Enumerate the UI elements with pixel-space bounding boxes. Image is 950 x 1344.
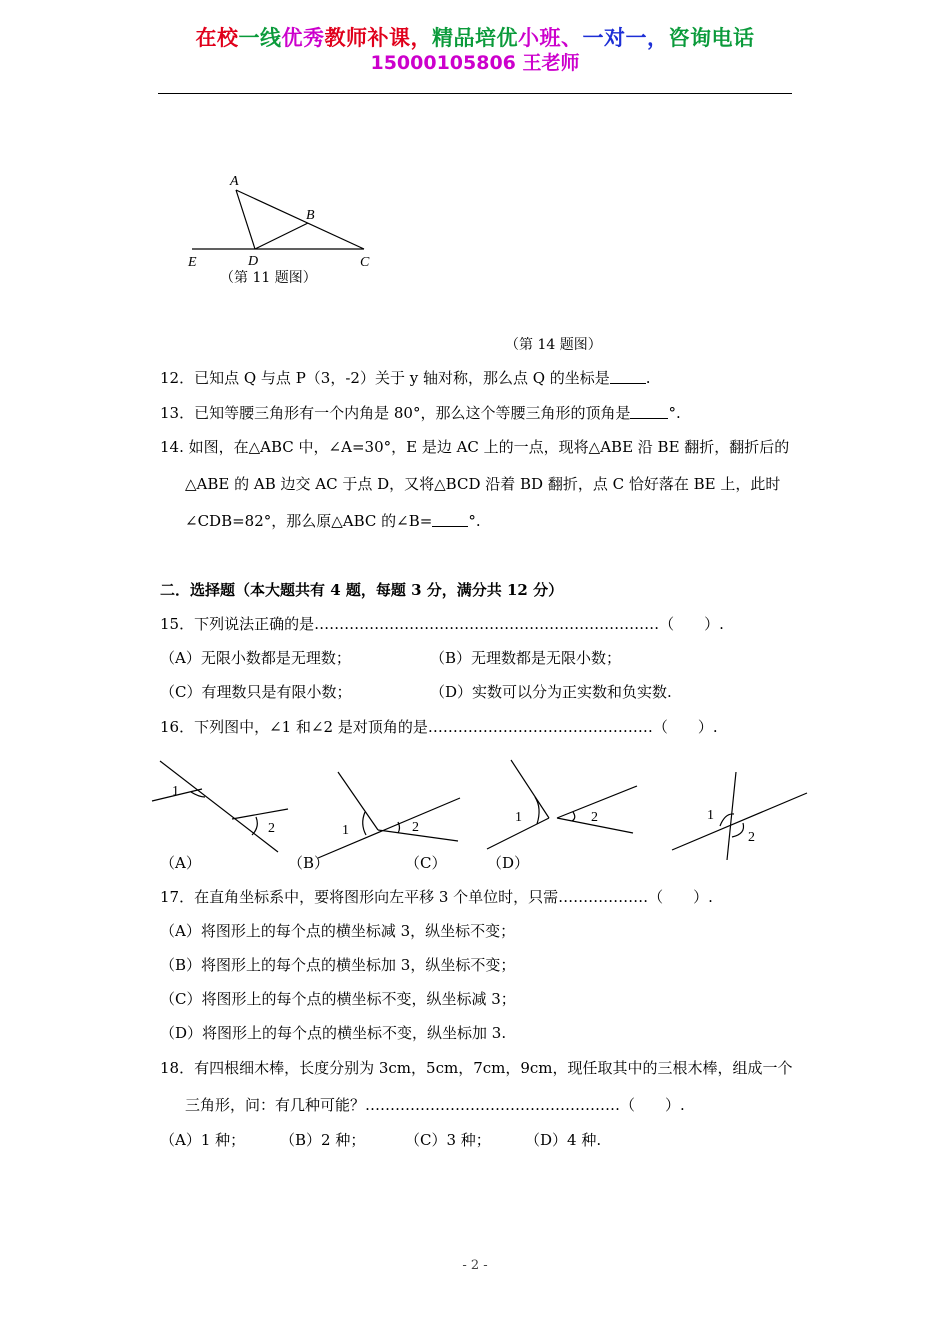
q17-option-b[interactable]: （B）将图形上的每个点的横坐标加 3，纵坐标不变； (160, 956, 516, 974)
figure-11 (180, 165, 380, 275)
fig14-caption: （第 14 题图） (505, 337, 602, 353)
label-a: A (230, 174, 239, 189)
header-phone: 15000105806 王老师 (370, 52, 580, 74)
label-c: C (360, 255, 370, 270)
header-seg-5: 精品培优 (432, 26, 518, 50)
q18-line2: 三角形，问：有几种可能？……………………………………………（ ）. (185, 1096, 685, 1114)
q14-line3: ∠CDB=82°，那么原△ABC 的∠B= (185, 512, 433, 530)
q16d-angle2-arc (732, 823, 744, 837)
header-seg-7: 一对一， (582, 26, 669, 50)
q16-figure-d (670, 770, 810, 862)
q16c-angle2-arc (572, 812, 575, 821)
fig11-caption: （第 11 题图） (220, 270, 317, 286)
q18-option-d[interactable]: （D）4 种. (525, 1131, 602, 1149)
line-ac (236, 190, 364, 249)
q16c-angle1-label: 1 (515, 810, 522, 825)
section-2-title: 二．选择题（本大题共有 4 题，每题 3 分，满分共 12 分） (160, 581, 564, 599)
q15-stem: 15．下列说法正确的是……………………………………………………………（ ）. (160, 615, 724, 633)
q15-option-b[interactable]: （B）无理数都是无限小数； (430, 649, 622, 667)
header-seg-2: 一线 (238, 26, 282, 50)
q16a-angle2-label: 2 (268, 821, 275, 836)
q12-answer-blank[interactable] (610, 369, 646, 384)
q16-figure-b (290, 768, 465, 863)
q18-option-c[interactable]: （C）3 种； (405, 1131, 491, 1149)
q14-end: °. (468, 512, 481, 530)
header-seg-3: 优秀 (281, 26, 325, 50)
q18-line1: 18．有四根细木棒，长度分别为 3cm，5cm，7cm，9cm，现任取其中的三根木棒，组成一个 (160, 1059, 793, 1077)
q17-stem: 17．在直角坐标系中，要将图形向左平移 3 个单位时，只需………………（ ）. (160, 888, 713, 906)
q13-end: °. (668, 404, 681, 422)
q18-option-b[interactable]: （B）2 种； (280, 1131, 366, 1149)
q18-option-a[interactable]: （A）1 种； (160, 1131, 246, 1149)
header-seg-6: 小班、 (518, 26, 583, 50)
q16d-angle1-label: 1 (707, 808, 714, 823)
q12-text: 已知点 Q 与点 P（3，-2）关于 y 轴对称，那么点 Q 的坐标是 (194, 369, 610, 387)
q16-option-c[interactable]: （C） (405, 854, 447, 872)
q16b-angle1-label: 1 (342, 823, 349, 838)
q16a-angle1-label: 1 (172, 784, 179, 799)
q13-answer-blank[interactable] (630, 404, 668, 419)
label-d: D (248, 254, 259, 269)
label-e: E (188, 255, 197, 270)
q16-figure-c (485, 758, 645, 853)
q15-option-c[interactable]: （C）有理数只是有限小数； (160, 683, 352, 701)
label-b: B (306, 208, 315, 223)
q14-line2: △ABE 的 AB 边交 AC 于点 D，又将△BCD 沿着 BD 翻折，点 C 恰好落在 BE 上，此时 (185, 475, 781, 493)
q14-answer-blank[interactable] (432, 512, 468, 527)
page-number: - 2 - (462, 1258, 488, 1273)
q16d-angle2-label: 2 (748, 830, 755, 845)
q16b-angle1-arc (363, 812, 366, 835)
header-seg-1: 在校 (195, 26, 239, 50)
q16-stem: 16．下列图中，∠1 和∠2 是对顶角的是………………………………………（ ）. (160, 718, 718, 736)
q17-option-a[interactable]: （A）将图形上的每个点的横坐标减 3，纵坐标不变； (160, 922, 516, 940)
q14-number: 14. (160, 438, 184, 456)
q16-option-a[interactable]: （A） (160, 854, 201, 872)
q16-option-b[interactable]: （B） (288, 854, 330, 872)
q16-option-d[interactable]: （D） (487, 854, 530, 872)
q15-option-a[interactable]: （A）无限小数都是无理数； (160, 649, 351, 667)
q12-end: . (645, 369, 651, 387)
q16-figure-a (150, 755, 290, 855)
q14-line1: 如图，在△ABC 中，∠A=30°，E 是边 AC 上的一点，现将△ABE 沿 BE 翻折，翻折后的 (188, 438, 790, 456)
line-ad (236, 190, 255, 249)
header-seg-4: 教师补课， (324, 26, 432, 50)
q13-number: 13． (160, 404, 195, 422)
q17-option-c[interactable]: （C）将图形上的每个点的横坐标不变，纵坐标减 3； (160, 990, 516, 1008)
q13-text: 已知等腰三角形有一个内角是 80°，那么这个等腰三角形的顶角是 (194, 404, 631, 422)
q14-line3-wrap (185, 511, 481, 531)
line-db (255, 223, 308, 249)
q16b-angle2-arc (398, 822, 400, 833)
q16c-angle2-label: 2 (591, 810, 598, 825)
header-seg-8: 咨询电话 (668, 26, 755, 50)
question-12 (160, 368, 651, 388)
q16b-angle2-label: 2 (412, 820, 419, 835)
q15-option-d[interactable]: （D）实数可以分为正实数和负实数. (430, 683, 672, 701)
q17-option-d[interactable]: （D）将图形上的每个点的横坐标不变，纵坐标加 3. (160, 1024, 507, 1042)
header-rule (158, 93, 792, 94)
question-13 (160, 403, 681, 423)
q12-number: 12． (160, 369, 195, 387)
question-14 (160, 437, 789, 457)
